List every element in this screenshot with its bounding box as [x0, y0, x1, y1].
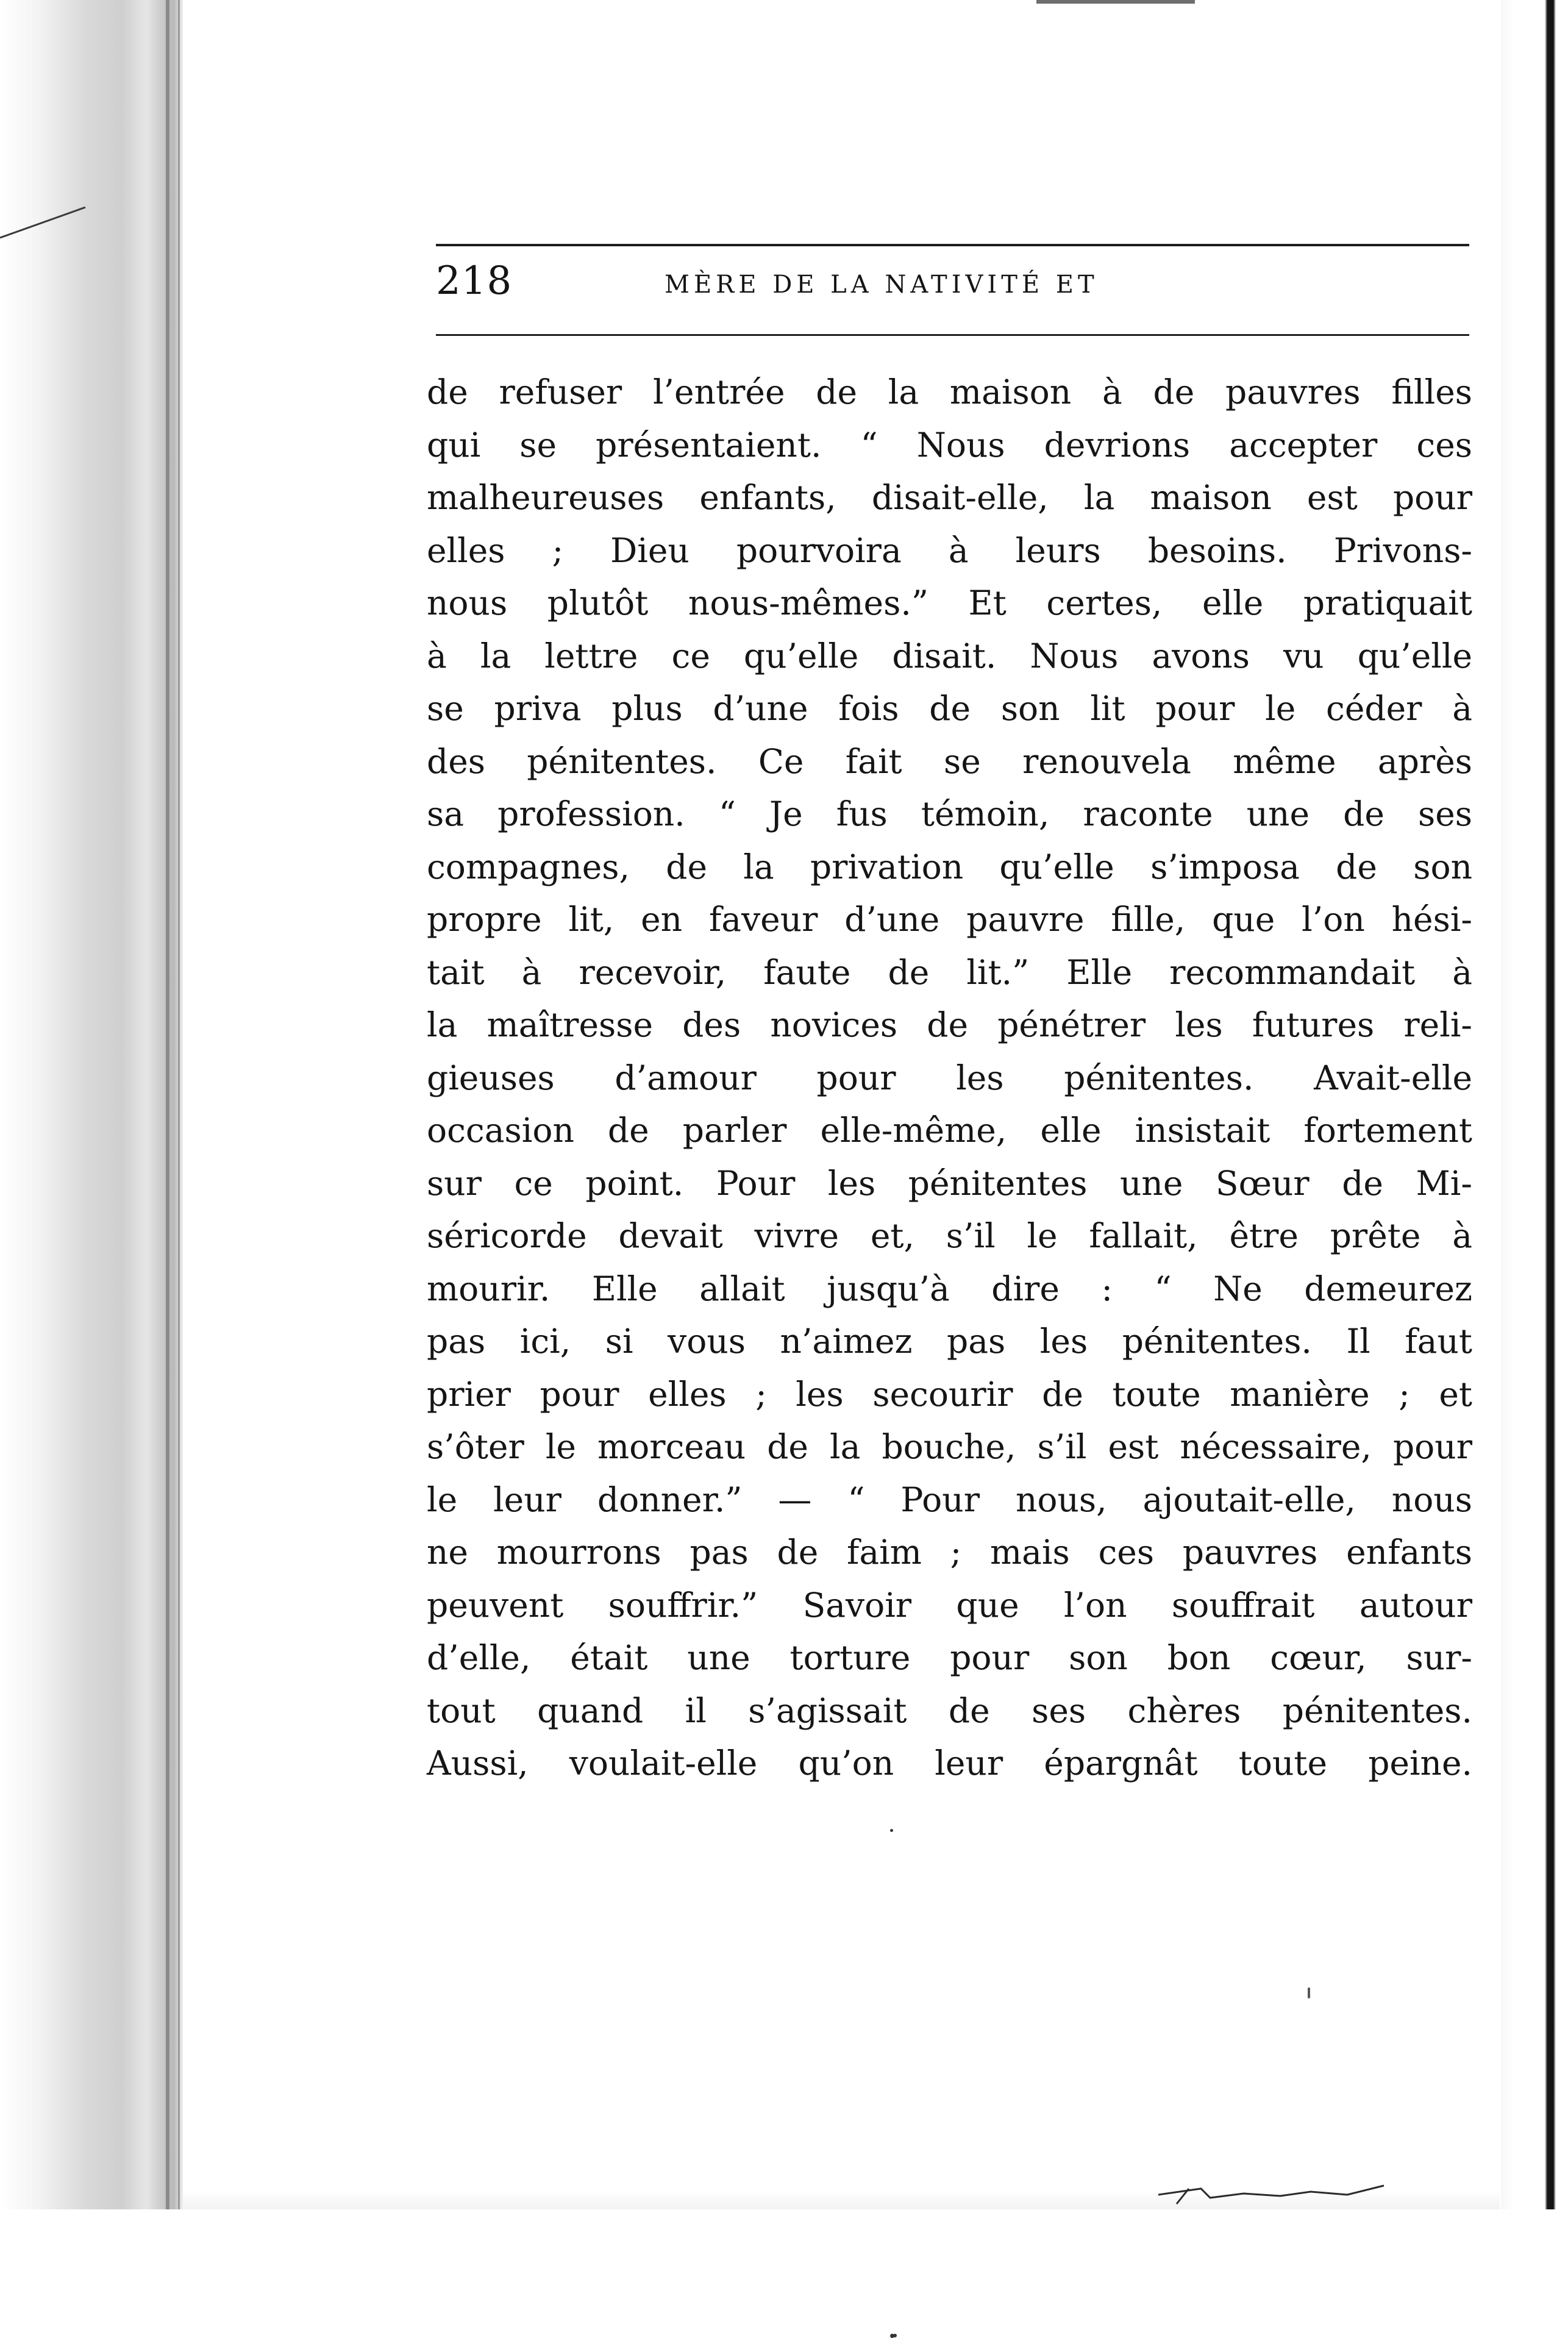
ink-speck — [890, 2334, 894, 2338]
scan-corner-mark — [0, 201, 91, 274]
text-line: sur ce point. Pour les pénitentes une Sœur de Mi- — [427, 1163, 1472, 1203]
text-line: d’elle, était une torture pour son bon cœur, sur- — [427, 1638, 1472, 1677]
text-line: nous plutôt nous-mêmes.” Et certes, elle pratiquait — [427, 583, 1472, 622]
page-header — [436, 256, 1469, 323]
text-line: s’ôter le morceau de la bouche, s’il est nécessaire, pour — [427, 1427, 1472, 1466]
text-line: à la lettre ce qu’elle disait. Nous avons vu qu’elle — [427, 636, 1472, 675]
page-number: 218 — [436, 258, 513, 304]
text-line: tait à recevoir, faute de lit.” Elle recommandait à — [427, 952, 1472, 992]
text-line: la maîtresse des novices de pénétrer les futures reli- — [427, 1005, 1472, 1044]
scan-scribble — [1152, 2170, 1396, 2207]
text-line-last: Aussi, voulait-elle qu’on leur épargnât toute peine. — [427, 1744, 1472, 1783]
text-line: malheureuses enfants, disait-elle, la maison est pour — [427, 478, 1472, 517]
spine-edge-line — [178, 0, 180, 2209]
running-head: MÈRE DE LA NATIVITÉ ET — [665, 271, 1099, 299]
text-line: compagnes, de la privation qu’elle s’imposa de son — [427, 847, 1472, 886]
header-bottom-rule — [436, 334, 1469, 336]
text-line: le leur donner.” — “ Pour nous, ajoutait-elle, nous — [427, 1480, 1472, 1519]
text-line: tout quand il s’agissait de ses chères pénitentes. — [427, 1691, 1472, 1730]
text-line: sa profession. “ Je fus témoin, raconte une de ses — [427, 794, 1472, 833]
text-line: ne mourrons pas de faim ; mais ces pauvres enfants — [427, 1533, 1472, 1572]
text-line: peuvent souffrir.” Savoir que l’on souffrait autour — [427, 1585, 1472, 1625]
text-line: de refuser l’entrée de la maison à de pauvres filles — [427, 372, 1472, 412]
book-page — [183, 0, 1507, 2209]
text-line: prier pour elles ; les secourir de toute manière ; et — [427, 1374, 1472, 1414]
book-spine-edge — [0, 0, 183, 2209]
spine-fold-line — [166, 0, 169, 2209]
ink-speck — [1308, 1987, 1310, 1998]
text-line: occasion de parler elle-même, elle insistait fortement — [427, 1111, 1472, 1150]
right-page-edge — [1501, 0, 1568, 2209]
text-line: propre lit, en faveur d’une pauvre fille, que l’on hési- — [427, 900, 1472, 939]
text-line: des pénitentes. Ce fait se renouvela même après — [427, 741, 1472, 781]
text-line: qui se présentaient. “ Nous devrions accepter ces — [427, 425, 1472, 465]
text-line: pas ici, si vous n’aimez pas les pénitentes. Il faut — [427, 1322, 1472, 1361]
text-line: se priva plus d’une fois de son lit pour le céder à — [427, 689, 1472, 728]
body-paragraph — [427, 366, 1472, 1790]
text-line: séricorde devait vivre et, s’il le fallait, être prête à — [427, 1216, 1472, 1255]
text-line: mourir. Elle allait jusqu’à dire : “ Ne demeurez — [427, 1269, 1472, 1308]
text-line: elles ; Dieu pourvoira à leurs besoins. Privons- — [427, 530, 1472, 570]
ink-speck — [890, 1829, 893, 1832]
text-line: gieuses d’amour pour les pénitentes. Avait-elle — [427, 1058, 1472, 1097]
header-top-rule — [436, 244, 1469, 246]
